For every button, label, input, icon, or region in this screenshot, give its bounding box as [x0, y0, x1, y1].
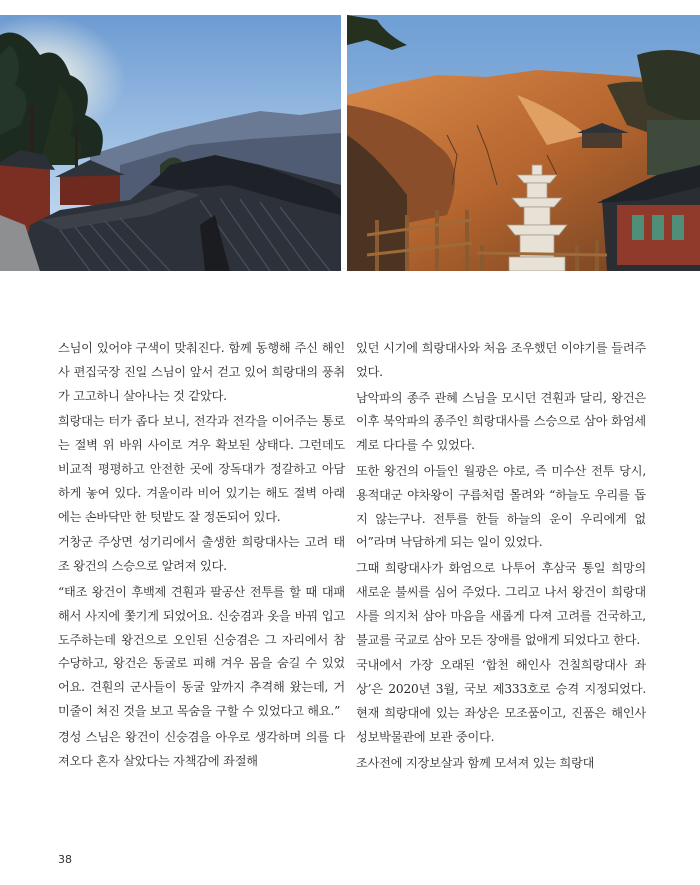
paragraph: 남악파의 종주 관혜 스님을 모시던 견훤과 달리, 왕건은 이후 북악파의 종주인 희랑대사를 스승으로 삼아 화엄세계로 다다를 수 있었다.	[356, 390, 646, 453]
paragraph: 경성 스님은 왕건이 신숭겸을 아우로 생각하며 의를 다져오다 혼자 살았다는 자책감에 좌절해	[58, 729, 345, 768]
article-left-column	[58, 337, 345, 775]
article-right-column	[356, 337, 646, 777]
paragraph: 국내에서 가장 오래된 ‘합천 해인사 건칠희랑대사 좌상’은 2020년 3월, 국보 제333호로 승격 지정되었다. 현재 희랑대에 있는 좌상은 모조품이고, 진품은 해인사 성보박물관에 보관 중이다.	[356, 658, 646, 744]
paragraph: 있던 시기에 희랑대사와 처음 조우했던 이야기를 들려주었다.	[356, 341, 646, 379]
photo-stone-pagoda	[347, 15, 700, 271]
paragraph: 희랑대는 터가 좁다 보니, 전각과 전각을 이어주는 통로는 절벽 위 바위 사이로 겨우 확보된 상태다. 그런데도 비교적 평평하고 안전한 곳에 장독대가 정갈하고 아담하게 놓여 있다. 겨울이라 비어 있기는 해도 절벽 아래에는 손바닥만 한 텃밭도 잘 정돈되어 있다.	[58, 414, 345, 524]
stone-pagoda-image	[347, 15, 700, 271]
paragraph: 조사전에 지장보살과 함께 모셔져 있는 희랑대	[356, 755, 595, 770]
temple-rooftops-image	[0, 15, 341, 271]
page-number: 38	[58, 853, 72, 866]
paragraph: 스님이 있어야 구색이 맞춰진다. 함께 동행해 주신 해인사 편집국장 진일 스님이 앞서 걷고 있어 희랑대의 풍취가 고고하니 살아나는 것 같았다.	[58, 341, 345, 403]
paragraph: 그때 희랑대사가 화엄으로 나투어 후삼국 통일 희망의 새로운 불씨를 심어 주었다. 그리고 나서 왕건이 희랑대사를 의지처 삼아 마음을 새롭게 다져 고려를 건국하고, 불교를 국교로 삼아 모든 장애를 없애게 되었다고 한다.	[356, 561, 646, 647]
paragraph: 또한 왕건의 아들인 월광은 야로, 즉 미수산 전투 당시, 용적대군 야차왕이 구름처럼 몰려와 “하늘도 우리를 돕지 않는구나. 전투를 한들 하늘의 운이 우리에게 없어”라며 낙담하게 되는 일이 있었다.	[356, 463, 646, 550]
paragraph: 거창군 주상면 성기리에서 출생한 희랑대사는 고려 태조 왕건의 스승으로 알려져 있다.	[58, 535, 345, 574]
quote-paragraph: “태조 왕건이 후백제 견훤과 팔공산 전투를 할 때 대패해서 사지에 쫓기게 되었어요. 신숭겸과 옷을 바꿔 입고 도주하는데 왕건으로 오인된 신숭겸은 그 자리에서 참수당하고, 왕건은 동굴로 피해 겨우 몸을 숨길 수 있었어요. 견훤의 군사들이 동굴 앞까지 추격해 왔는데, 거미줄이 쳐진 것을 보고 목숨을 구할 수 있었다고 해요.”	[58, 584, 345, 718]
photo-temple-rooftops	[0, 15, 341, 271]
